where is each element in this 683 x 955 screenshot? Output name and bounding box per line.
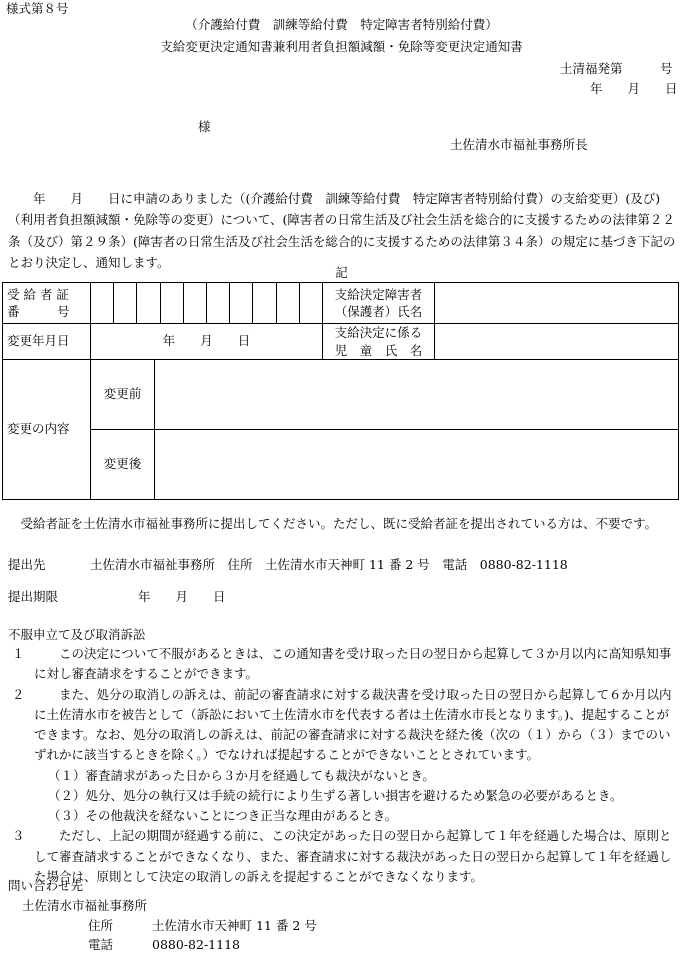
child-name-label-line2: 児 童 氏 名 — [334, 342, 423, 358]
document-number: 土清福発第 号 — [560, 61, 673, 76]
change-date-label: 変更年月日 — [3, 324, 91, 360]
recipient-number-label-line1: 受 給 者 証 — [7, 286, 69, 302]
deadline-value: 年 月 日 — [138, 589, 226, 604]
disabled-person-label-line2: （保護者）氏名 — [334, 304, 423, 319]
document-date: 年 月 日 — [590, 81, 678, 96]
decision-table — [2, 282, 679, 500]
change-content-label: 変更の内容 — [3, 360, 91, 500]
child-name-label-line1: 支給決定に係る — [334, 325, 423, 340]
disabled-person-label — [323, 283, 435, 324]
appeal-item-1-text: この決定について不服があるときは、この通知書を受け取った日の翌日から起算して３か月以内に高知県知事に対し審査請求をすることができます。 — [34, 646, 672, 682]
digit-box[interactable] — [207, 283, 230, 323]
recipient-number-label-line2: 番 号 — [7, 304, 70, 319]
before-label: 変更前 — [91, 360, 155, 430]
recipient-number-boxes[interactable] — [91, 283, 323, 324]
disabled-person-label-line1: 支給決定障害者 — [334, 286, 423, 302]
change-date-value[interactable]: 年 月 日 — [91, 324, 323, 360]
digit-box[interactable] — [114, 283, 137, 323]
appeal-item-3-number: ３ — [12, 828, 25, 844]
submit-to-value: 土佐清水市福祉事務所 住所 土佐清水市天神町 11 番 2 号 電話 0880-82-1118 — [90, 557, 568, 572]
appeal-subitem-1: （１）審査請求があった日から３か月を経過しても裁決がないとき。 — [48, 767, 435, 783]
recipient-number-label — [3, 283, 91, 324]
after-field[interactable] — [155, 430, 679, 500]
digit-box[interactable] — [161, 283, 184, 323]
appeal-item-2 — [8, 685, 678, 766]
before-field[interactable] — [155, 360, 679, 430]
title-line-1: （介護給付費 訓練等給付費 特定障害者特別給付費） — [185, 17, 498, 32]
submit-notice: 受給者証を土佐清水市福祉事務所に提出してください。ただし、既に受給者証を提出されている方は、不要です。 — [8, 516, 658, 531]
appeal-item-3 — [8, 826, 678, 887]
appeal-item-3-text: ただし、上記の期間が経過する前に、この決定があった日の翌日から起算して１年を経過した場合は、原則として審査請求することができなくなり、また、審査請求に対する裁決があった日の翌日から起算して１年を経過した場合は、原則として決定の取消しの訴えを提起することができなくなります。 — [34, 828, 672, 884]
contact-address-label: 住所 — [88, 918, 114, 933]
appeal-list — [8, 644, 678, 887]
appeal-heading: 不服申立て及び取消訴訟 — [8, 627, 146, 642]
deadline-label: 提出期限 — [8, 589, 59, 604]
digit-box[interactable] — [253, 283, 276, 323]
intro-paragraph: 年 月 日に申請のありました（(介護給付費 訓練等給付費 特定障害者特別給付費）の支給変更）(及び)（利用者負担額減額・免除等の変更）について、(障害者の日常生活及び社会生活を総合的に支援するための法律第２２条（及び）第２９条）(障害者の日常生活及び社会生活を総合的に支援するための法律第３４条）の規定に基づき下記のとおり決定し、通知します。 — [8, 191, 676, 270]
appeal-item-1 — [8, 644, 678, 685]
contact-address: 土佐清水市天神町 11 番 2 号 — [152, 918, 317, 933]
child-name-field[interactable] — [435, 324, 679, 360]
appeal-subitem-3: （３）その他裁決を経ないことにつき正当な理由があるとき。 — [48, 808, 398, 823]
appeal-subitem-2: （２）処分、処分の執行又は手続の続行により生ずる著しい損害を避けるため緊急の必要があるとき。 — [48, 787, 623, 803]
contact-office: 土佐清水市福祉事務所 — [22, 898, 148, 913]
after-label: 変更後 — [91, 430, 155, 500]
contact-phone-label: 電話 — [88, 937, 114, 952]
addressee-suffix: 様 — [198, 119, 211, 134]
appeal-item-2-text: また、処分の取消しの訴えは、前記の審査請求に対する裁決書を受け取った日の翌日から起算して６か月以内に土佐清水市を被告として（訴訟において土佐清水市を代表する者は土佐清水市長となります。)、提起することができます。なお、処分の取消しの訴えは、前記の審査請求に対する裁決を経た後（次の（１）から（３）までのいずれかに該当するときを除く。）でなければ提起することができないこととされています。 — [34, 686, 672, 763]
digit-box[interactable] — [300, 283, 322, 323]
disabled-person-name-field[interactable] — [435, 283, 679, 324]
appeal-item-1-number: １ — [12, 646, 25, 661]
appeal-item-2-number: ２ — [12, 686, 25, 702]
digit-box[interactable] — [137, 283, 160, 323]
issuer-name: 土佐清水市福祉事務所長 — [450, 137, 588, 152]
digit-box[interactable] — [91, 283, 114, 323]
submit-to-label: 提出先 — [8, 557, 46, 572]
digit-box[interactable] — [184, 283, 207, 323]
digit-box[interactable] — [277, 283, 300, 323]
title-line-2: 支給変更決定通知書兼利用者負担額減額・免除等変更決定通知書 — [160, 39, 523, 54]
form-number: 様式第８号 — [6, 1, 69, 16]
contact-phone: 0880-82-1118 — [152, 937, 240, 952]
ki-mark: 記 — [335, 265, 348, 280]
digit-box[interactable] — [230, 283, 253, 323]
contact-heading: 問い合わせ先 — [8, 878, 84, 893]
child-name-label — [323, 324, 435, 360]
